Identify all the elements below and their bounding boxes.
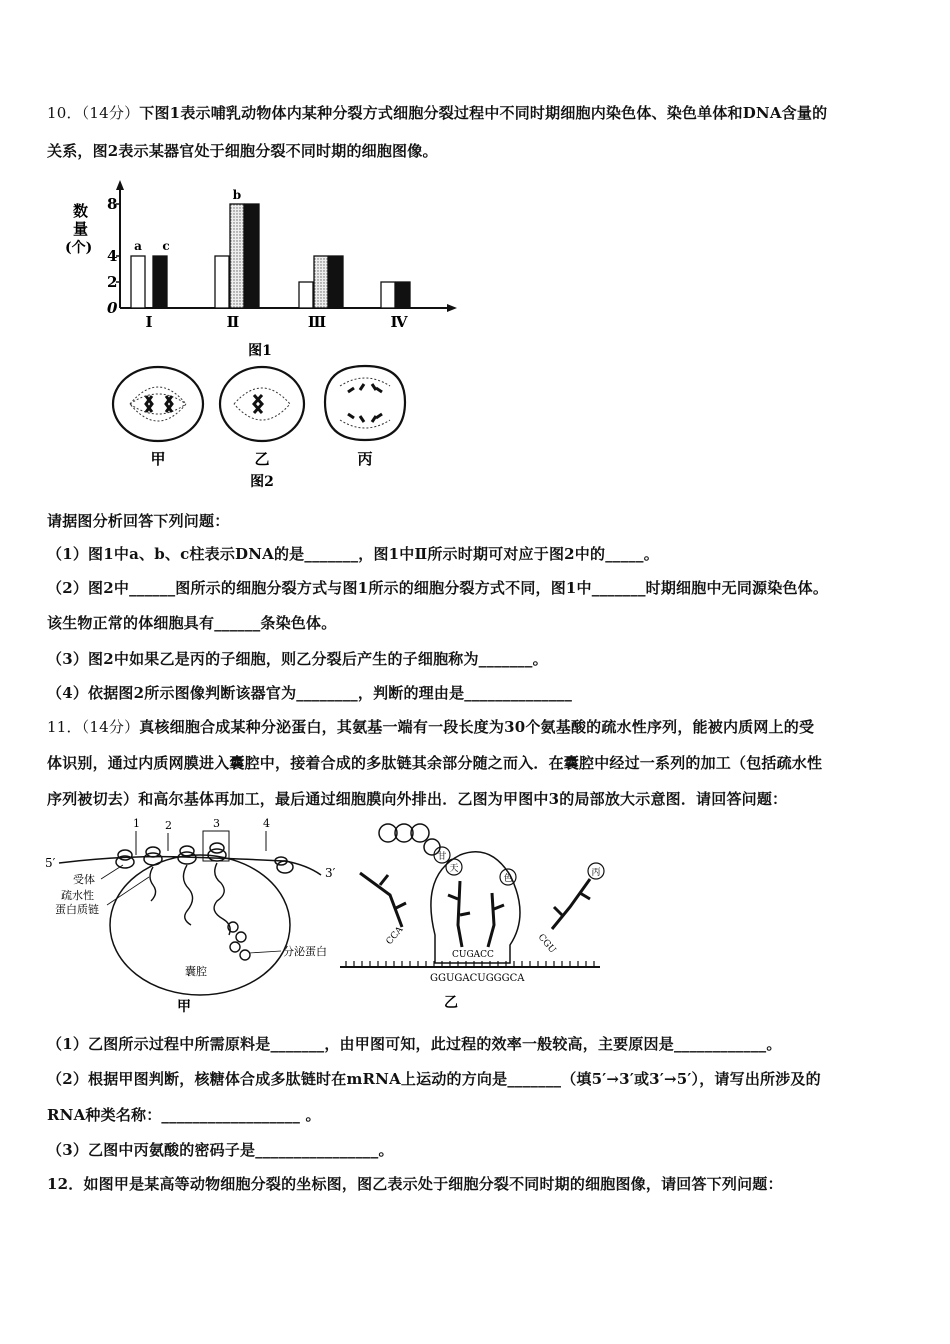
bar-b-2	[230, 204, 244, 308]
figure-2-cells	[110, 362, 430, 492]
bar-c-4	[396, 282, 410, 308]
q11-stem-1: 真核细胞合成某种分泌蛋白，其氨基一端有一段长度为30个氨基酸的疏水性序列，能被内质网上的受	[139, 718, 815, 736]
jia-hydrophobic-label-1: 疏水性	[61, 889, 94, 902]
jia-lumen-label: 囊腔	[185, 965, 207, 978]
bar-a-1	[131, 256, 145, 308]
q11-line-1	[47, 716, 814, 737]
cell-yi	[220, 367, 304, 468]
q10-stem-1: 下图1表示哺乳动物体内某种分裂方式细胞分裂过程中不同时期细胞内染色体、染色单体和DNA含量的	[139, 104, 828, 122]
aa-ala: 丙	[591, 868, 601, 878]
y-tick-label: 2	[107, 273, 118, 291]
yi-caption: 乙	[444, 995, 458, 1011]
cell-bing	[325, 366, 405, 468]
cell-jia	[113, 367, 203, 468]
cell-label-jia: 甲	[150, 450, 166, 468]
q11-sub-2a: （2）根据甲图判断，核糖体合成多肽链时在mRNA上运动的方向是_______（填5′→3′或3′→5′），请写出所涉及的	[47, 1070, 821, 1088]
q10-number: 10．（14分）	[47, 104, 140, 122]
bar-b-3	[314, 256, 328, 308]
q11-sub-1: （1）乙图所示过程中所需原料是_______，由甲图可知，此过程的效率一般较高，主要原因是____________。	[47, 1035, 782, 1053]
figure-yi-translation	[340, 815, 610, 1015]
y-axis-arrow	[116, 180, 124, 190]
y-ticks	[107, 195, 120, 317]
aa-gly: 甘	[437, 852, 447, 862]
figure-2-caption: 图2	[250, 474, 274, 490]
q10-line-1	[47, 102, 827, 123]
jia-hydrophobic-label-2: 蛋白质链	[55, 903, 99, 916]
jia-receptor-label: 受体	[73, 873, 95, 886]
cell-label-yi: 乙	[254, 450, 270, 468]
aa-asp: 天	[449, 864, 459, 874]
jia-caption: 甲	[177, 999, 191, 1015]
q11-sub-2b: RNA种类名称：__________________ 。	[47, 1106, 321, 1124]
y-tick-label: 0	[107, 299, 118, 317]
q12-line-1: 12．如图甲是某高等动物细胞分裂的坐标图，图乙表示处于细胞分裂不同时期的细胞图像，请回答下列问题：	[47, 1175, 783, 1193]
q11-line-2: 体识别，通过内质网膜进入囊腔中，接着合成的多肽链其余部分随之而入．在囊腔中经过一系列的加工（包括疏水性	[47, 754, 823, 772]
series-labels	[134, 188, 241, 253]
y-tick-label: 4	[107, 247, 118, 265]
cell-label-bing: 丙	[357, 450, 373, 468]
bar-a-4	[381, 282, 395, 308]
bar-c-3	[329, 256, 343, 308]
category-label: Ⅳ	[390, 313, 408, 331]
jia-num-4: 4	[263, 817, 270, 830]
category-labels	[145, 313, 408, 331]
q10-sub-2a: （2）图2中______图所示的细胞分裂方式与图1所示的细胞分裂方式不同，图1中_______时期细胞中无同源染色体。	[47, 579, 829, 597]
q11-line-3: 序列被切去）和高尔基体再加工，最后通过细胞膜向外排出．乙图为甲图中3的局部放大示意图．请回答问题：	[47, 790, 788, 808]
peptide-chain	[379, 824, 440, 855]
mrna-sequence: GGUGACUGGGCA	[430, 973, 525, 984]
q10-sub-3: （3）图2中如果乙是丙的子细胞，则乙分裂后产生的子细胞称为_______。	[47, 650, 548, 668]
bar-a-3	[299, 282, 313, 308]
category-label: Ⅲ	[307, 313, 327, 331]
figure-1-caption: 图1	[248, 343, 272, 359]
aa-trp: 色	[503, 874, 513, 884]
q10-prompt: 请据图分析回答下列问题：	[47, 512, 230, 530]
y-label-3: (个)	[65, 240, 93, 256]
x-axis-arrow	[447, 304, 457, 312]
jia-3-prime: 3′	[325, 866, 335, 880]
jia-num-1: 1	[133, 817, 140, 830]
figure-jia-er	[45, 815, 335, 1015]
q10-sub-1: （1）图1中a、b、c柱表示DNA的是_______，图1中Ⅱ所示时期可对应于图2中的_____。	[47, 545, 659, 563]
q10-sub-2b: 该生物正常的体细胞具有______条染色体。	[47, 614, 337, 632]
q10-line-2: 关系，图2表示某器官处于细胞分裂不同时期的细胞图像。	[47, 142, 438, 160]
bar-c-2	[245, 204, 259, 308]
q11-number: 11．（14分）	[47, 718, 140, 736]
series-label-a: a	[134, 239, 142, 253]
figure-1-bar-chart	[65, 180, 465, 360]
category-label: Ⅱ	[226, 313, 240, 331]
ribosome-body	[431, 852, 520, 963]
series-label-c: c	[162, 239, 170, 253]
anticodon-cgu: CGU	[535, 932, 558, 956]
bars	[131, 204, 410, 308]
polypeptides	[150, 863, 250, 960]
y-tick-label: 8	[107, 195, 118, 213]
jia-secreted-label: 分泌蛋白	[283, 945, 327, 958]
jia-num-3: 3	[213, 817, 220, 830]
jia-5-prime: 5′	[45, 856, 56, 870]
y-label-2: 量	[73, 220, 89, 238]
q11-sub-3: （3）乙图中丙氨酸的密码子是________________。	[47, 1141, 394, 1159]
jia-num-2: 2	[165, 819, 172, 832]
series-label-b: b	[232, 188, 242, 202]
category-label: Ⅰ	[145, 313, 153, 331]
anticodon-cca: CCA	[384, 924, 406, 947]
q10-sub-4: （4）依据图2所示图像判断该器官为________，判断的理由是______________	[47, 684, 573, 702]
anticodon-cugacc: CUGACC	[452, 950, 494, 960]
bar-a-2	[215, 256, 229, 308]
y-label-1: 数	[73, 202, 89, 220]
bar-c-1	[153, 256, 167, 308]
